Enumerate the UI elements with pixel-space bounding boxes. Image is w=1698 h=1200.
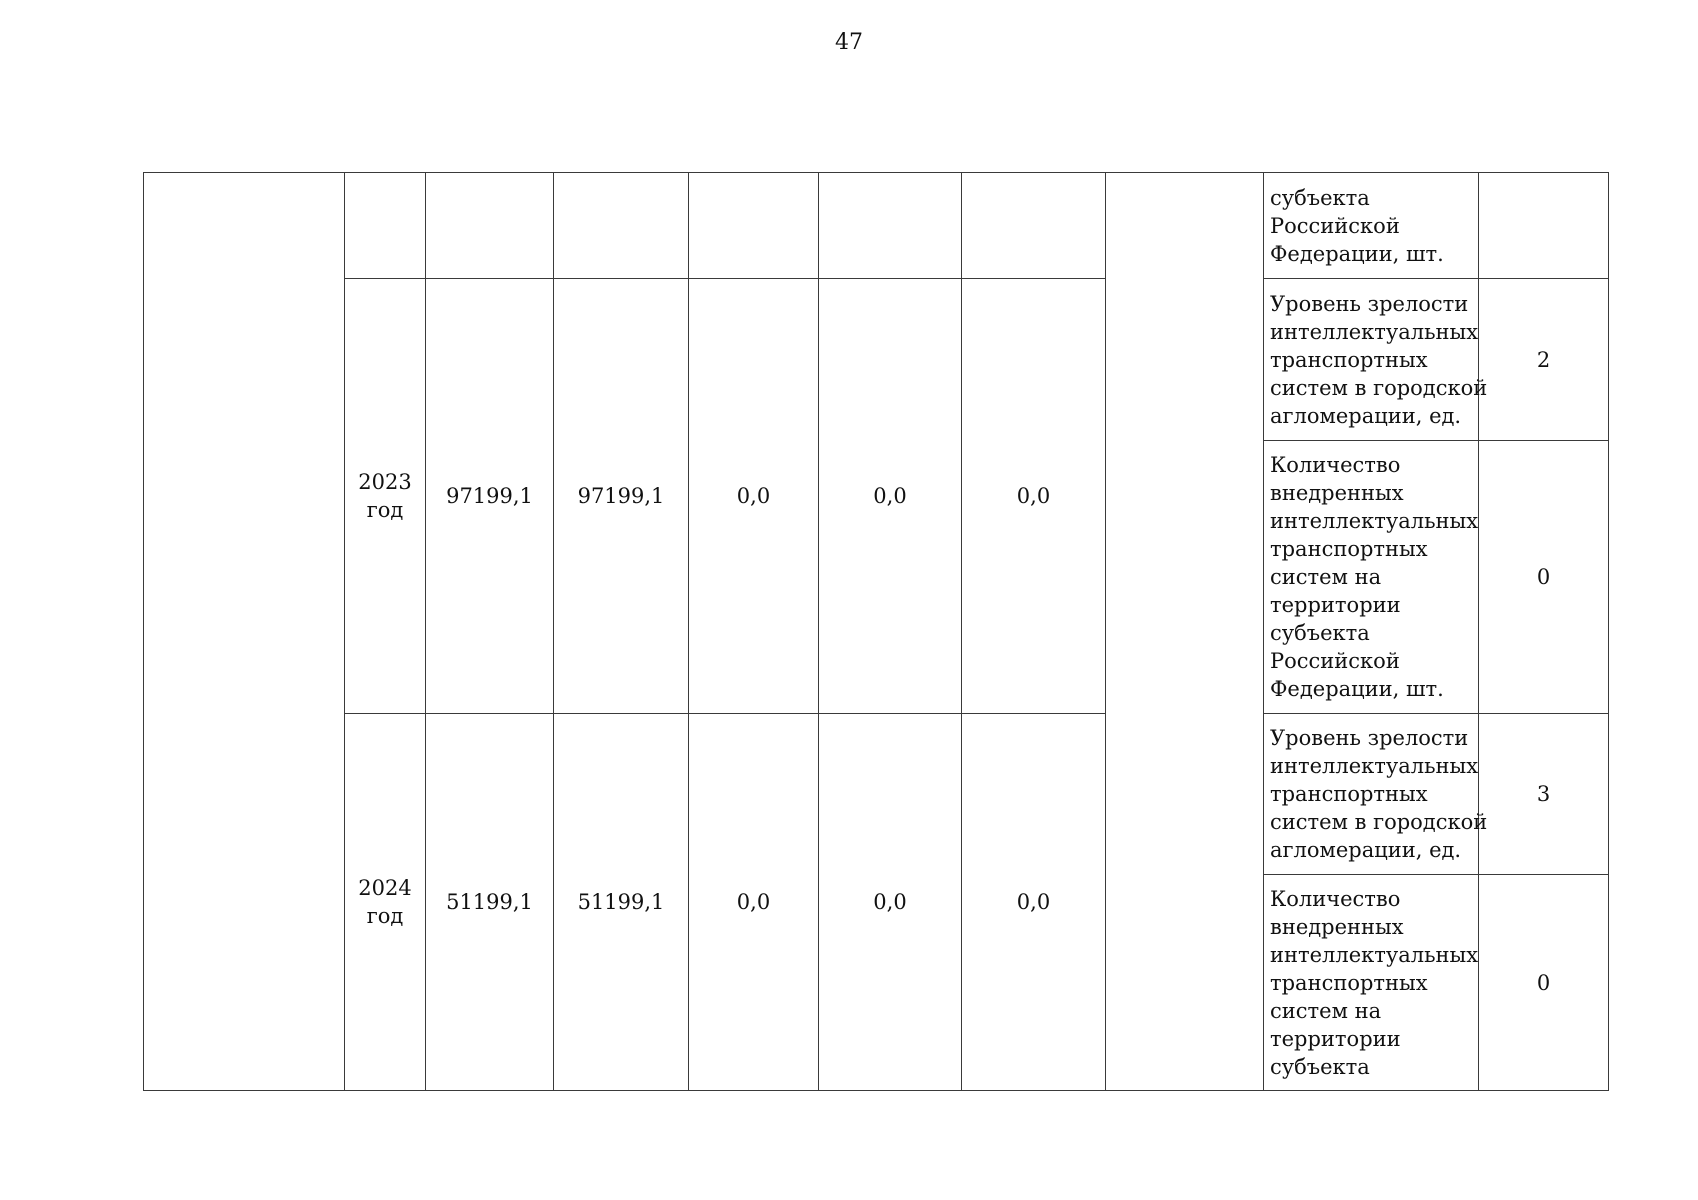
year-cell bbox=[345, 173, 426, 279]
indicator-description: Уровень зрелости интеллектуальных транспортных систем в городской агломерации, ед. bbox=[1264, 279, 1479, 441]
table-row bbox=[144, 714, 1609, 875]
indicator-value bbox=[1479, 173, 1609, 279]
budget-cell bbox=[554, 173, 689, 279]
funding-cell bbox=[819, 173, 962, 279]
indicator-value: 2 bbox=[1479, 279, 1609, 441]
year-cell: 2023 год bbox=[345, 279, 426, 714]
total-cell bbox=[426, 173, 554, 279]
funding-cell: 0,0 bbox=[689, 279, 819, 714]
budget-cell: 51199,1 bbox=[554, 714, 689, 1091]
table-row bbox=[144, 279, 1609, 441]
event-name-cell bbox=[144, 173, 345, 1091]
funding-cell bbox=[962, 173, 1106, 279]
program-table bbox=[143, 172, 1609, 1091]
indicator-description: субъекта Российской Федерации, шт. bbox=[1264, 173, 1479, 279]
executor-cell bbox=[1106, 173, 1264, 1091]
funding-cell: 0,0 bbox=[819, 279, 962, 714]
funding-cell: 0,0 bbox=[689, 714, 819, 1091]
table-row bbox=[144, 173, 1609, 279]
indicator-value: 0 bbox=[1479, 441, 1609, 714]
budget-cell: 97199,1 bbox=[554, 279, 689, 714]
total-cell: 97199,1 bbox=[426, 279, 554, 714]
indicator-description: Количество внедренных интеллектуальных транспортных систем на территории субъекта Российской Федерации, шт. bbox=[1264, 441, 1479, 714]
total-cell: 51199,1 bbox=[426, 714, 554, 1091]
funding-cell: 0,0 bbox=[962, 714, 1106, 1091]
year-cell: 2024 год bbox=[345, 714, 426, 1091]
indicator-description: Уровень зрелости интеллектуальных транспортных систем в городской агломерации, ед. bbox=[1264, 714, 1479, 875]
page-number: 47 bbox=[835, 30, 863, 55]
funding-cell bbox=[689, 173, 819, 279]
funding-cell: 0,0 bbox=[819, 714, 962, 1091]
indicator-value: 0 bbox=[1479, 875, 1609, 1091]
funding-cell: 0,0 bbox=[962, 279, 1106, 714]
indicator-value: 3 bbox=[1479, 714, 1609, 875]
indicator-description: Количество внедренных интеллектуальных транспортных систем на территории субъекта bbox=[1264, 875, 1479, 1091]
